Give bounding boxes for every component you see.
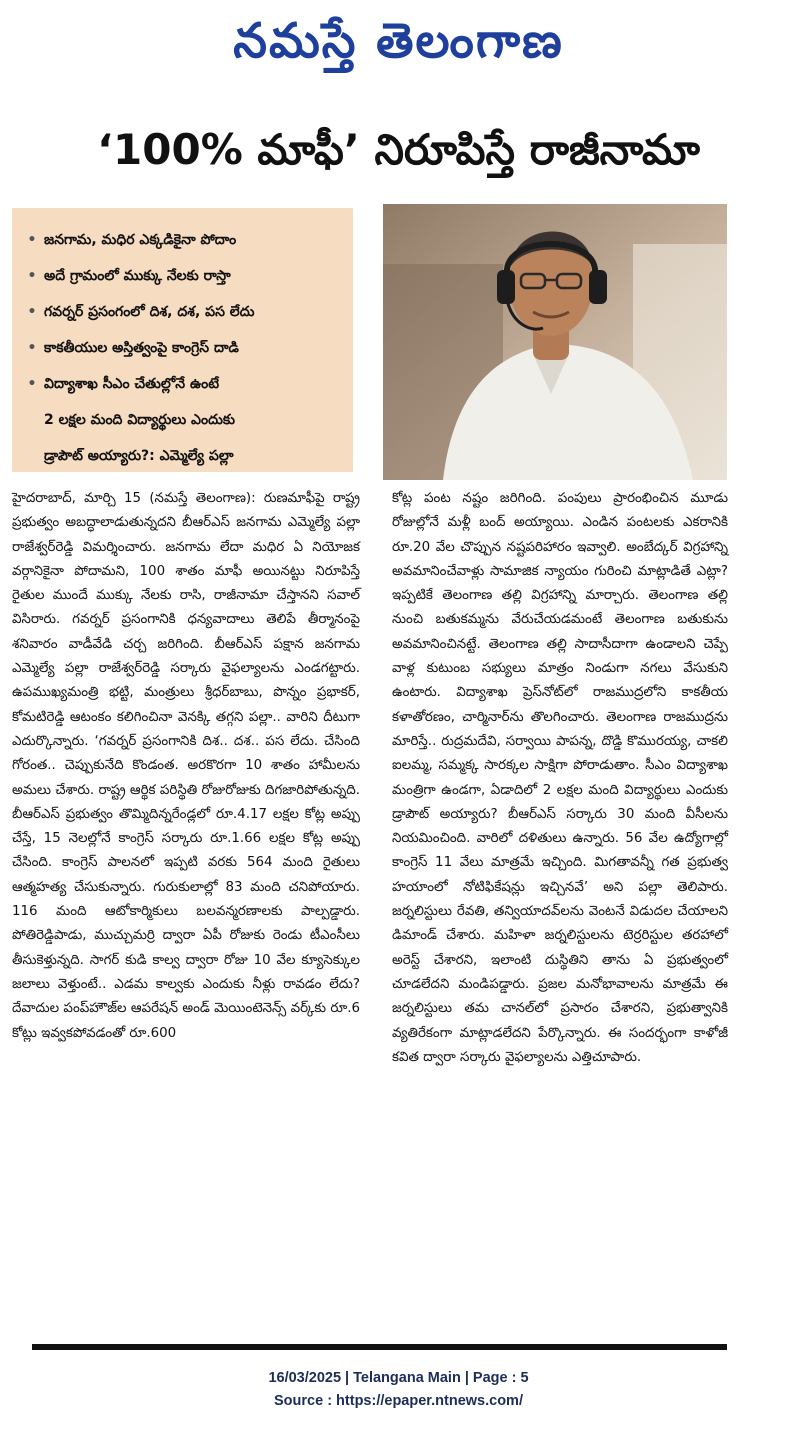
highlight-item bbox=[26, 294, 343, 330]
footer-divider bbox=[32, 1344, 727, 1350]
portrait-illustration bbox=[383, 204, 727, 480]
bullet-icon: • bbox=[27, 304, 37, 320]
body-text: హైదరాబాద్, మార్చి 15 (నమస్తే తెలంగాణ): రుణమాఫీపై రాష్ట్ర ప్రభుత్వం అబద్ధాలాడుతున్నదని బీఆర్ఎస్ జనగామ ఎమ్మెల్యే పల్లా రాజేశ్వర్‌రెడ్డి విమర్శించారు. జనగామ లేదా మధిర ఏ నియోజక వర్గానికైనా పోదామని, 100 శాతం మాఫీ అయినట్టు నిరూపిస్తే రైతుల ముందే ముక్కు నేలకు రాసి, రాజీనామా చేస్తానని సవాల్ విసిరారు. గవర్నర్ ప్రసంగానికి ధన్యవాదాలు తెలిపే తీర్మానంపై శనివారం వాడీవేడి చర్చ జరిగింది. బీఆర్ఎస్ పక్షాన జనగామ ఎమ్మెల్యే పల్లా రాజేశ్వర్‌రెడ్డి సర్కారు వైఫల్యాలను ఎండగట్టారు. ఉపముఖ్యమంత్రి భట్టి, మంత్రులు శ్రీధర్‌బాబు, పొన్నం ప్రభాకర్, కోమటిరెడ్డి ఆటంకం కలిగించినా వెనక్కి తగ్గని పల్లా.. వారిని దీటుగా ఎదుర్కొన్నారు. ‘గవర్నర్ ప్రసంగానికి దిశ.. దశ.. పస లేదు. చేసింది గోరంత.. చెప్పుకునేది కొండంత. అరకొరగా 10 శాతం హామీలను అమలు చేశారు. రాష్ట్ర ఆర్థిక పరిస్థితి రోజురోజుకు దిగజారిపోతున్నది. బీఆర్ఎస్ ప్రభుత్వం తొమ్మిదిన్నరేండ్లలో రూ.4.17 లక్షల కోట్ల అప్పు చేస్తే, 15 నెలల్లోనే కాంగ్రెస్ సర్కారు రూ.1.66 లక్షల కోట్ల అప్పు చేసింది. కాంగ్రెస్ పాలనలో ఇప్పటి వరకు 564 మంది రైతులు ఆత్మహత్య చేసుకున్నారు. గురుకులాల్లో 83 మంది చనిపోయారు. 116 మంది ఆటోకార్మికులు బలవన్మరణాలకు పాల్పడ్డారు. పోతిరెడ్డిపాడు, ముచ్చుమర్రి ద్వారా ఏపీ రోజుకు రెండు టీఎంసీలు తీసుకెళ్తున్నది. సాగర్ కుడి కాల్వ ద్వారా రోజు 10 వేల క్యూసెక్కుల జలాలు వెళ్తుంటే.. ఎడమ కాల్వకు ఎందుకు నీళ్లు రావడం లేదు? దేవాదుల పంప్‌హౌజ్‌ల ఆపరేషన్ అండ్ మెయింటెనెన్స్ వర్క్‌కు రూ.6 కోట్లు ఇవ్వకపోవడంతో రూ.600 bbox=[12, 491, 360, 1041]
mla-photo bbox=[383, 204, 727, 480]
body-text: కోట్ల పంట నష్టం జరిగింది. పంపులు ప్రారంభించిన మూడు రోజుల్లోనే మళ్లీ బంద్ అయ్యాయి. ఎండిన పంటలకు ఎకరానికి రూ.20 వేల చొప్పున నష్టపరిహారం ఇవ్వాలి. అంబేద్కర్ విగ్రహాన్ని అవమానించేవాళ్లు సామాజిక న్యాయం గురించి మాట్లాడితే ఎట్లా? ఇప్పటికే తెలంగాణ తల్లి విగ్రహాన్ని మార్చారు. తెలంగాణ తల్లి నుంచి బతుకమ్మను వేరుచేయడమంటే తెలంగాణ బతుకును అవమానించినట్టే. తెలంగాణ తల్లి సాదాసీదాగా ఉండాలని చెప్పే వాళ్ల కుటుంబ సభ్యులు మాత్రం నిండుగా నగలు వేసుకుని ఉంటారు. విద్యాశాఖ ప్రెస్‌నోట్‌లో రాజముద్రలోని కాకతీయ కళాతోరణం, చార్మినార్‌ను తొలగించారు. తెలంగాణ రాజముద్రను మారిస్తే.. రుద్రమదేవి, సర్వాయి పాపన్న, దొడ్డి కొమురయ్య, చాకలి ఐలమ్మ, సమ్మక్క సారక్కల సాక్షిగా పోరాడుతాం. సీఎం విద్యాశాఖ మంత్రిగా ఉండగా, ఏడాదిలో 2 లక్షల మంది విద్యార్థులు ఎందుకు డ్రాపౌట్ అయ్యారు? బీఆర్ఎస్ సర్కారు 30 మంది వీసీలను నియమించింది. వారిలో దళితులు ఉన్నారు. 56 వేల ఉద్యోగాల్లో కాంగ్రెస్ 11 వేలు మాత్రమే ఇచ్చింది. మిగతావన్నీ గత ప్రభుత్వ హయాంలో నోటిఫికేషన్లు ఇచ్చినవే’ అని పల్లా తెలిపారు. జర్నలిస్టులు రేవతి, తన్వియాదవ్‌లను వెంటనే విడుదల చేయాలని డిమాండ్ చేశారు. మహిళా జర్నలిస్టులను టెర్రరిస్టుల తరహాలో అరెస్ట్ చేశారని, ఇలాంటి దుస్థితిని తాను ఏ ప్రభుత్వంలో చూడలేదని మండిపడ్డారు. ప్రజల మనోభావాలను మాత్రమే ఈ జర్నలిస్టులు తమ చానల్‌లో ప్రసారం చేశారని, ప్రభుత్వానికి వ్యతిరేకంగా మాట్లాడలేదని పేర్కొన్నారు. ఈ సందర్భంగా కాళోజీ కవిత ద్వారా సర్కారు వైఫల్యాలను ఎత్తిచూపారు. bbox=[392, 491, 728, 1065]
article-body-right-column bbox=[392, 487, 728, 1070]
highlight-text: జనగామ, మధిర ఎక్కడికైనా పోదాం bbox=[44, 232, 237, 248]
highlight-text: గవర్నర్ ప్రసంగంలో దిశ, దశ, పస లేదు bbox=[44, 304, 255, 320]
highlight-item bbox=[26, 222, 343, 258]
highlight-text: విద్యాశాఖ సీఎం చేతుల్లోనే ఉంటే bbox=[44, 376, 220, 392]
highlight-item bbox=[26, 330, 343, 366]
newspaper-masthead bbox=[0, 8, 797, 78]
highlight-text: కాకతీయుల అస్తిత్వంపై కాంగ్రెస్ దాడి bbox=[44, 340, 239, 356]
highlight-continuation: డ్రాపౌట్ అయ్యారు?: ఎమ్మెల్యే పల్లా bbox=[44, 448, 234, 464]
article-body-left-column bbox=[12, 487, 360, 1046]
highlight-text: అదే గ్రామంలో ముక్కు నేలకు రాస్తా bbox=[44, 268, 231, 284]
highlights-box bbox=[12, 208, 353, 472]
bullet-icon: • bbox=[27, 376, 37, 392]
masthead-title: నమస్తే తెలంగాణ bbox=[233, 13, 564, 69]
bullet-icon: • bbox=[27, 232, 37, 248]
article-headline bbox=[20, 112, 777, 188]
headline-text: ‘100% మాఫీ’ నిరూపిస్తే రాజీనామా bbox=[97, 125, 700, 174]
highlight-continuation: 2 లక్షల మంది విద్యార్థులు ఎందుకు bbox=[44, 412, 235, 428]
source-info: Source : https://epaper.ntnews.com/ bbox=[274, 1393, 523, 1409]
edition-info: 16/03/2025 | Telangana Main | Page : 5 bbox=[268, 1370, 529, 1386]
bullet-icon: • bbox=[27, 268, 37, 284]
highlight-item bbox=[26, 258, 343, 294]
bullet-icon: • bbox=[27, 340, 37, 356]
highlight-item bbox=[26, 366, 343, 402]
